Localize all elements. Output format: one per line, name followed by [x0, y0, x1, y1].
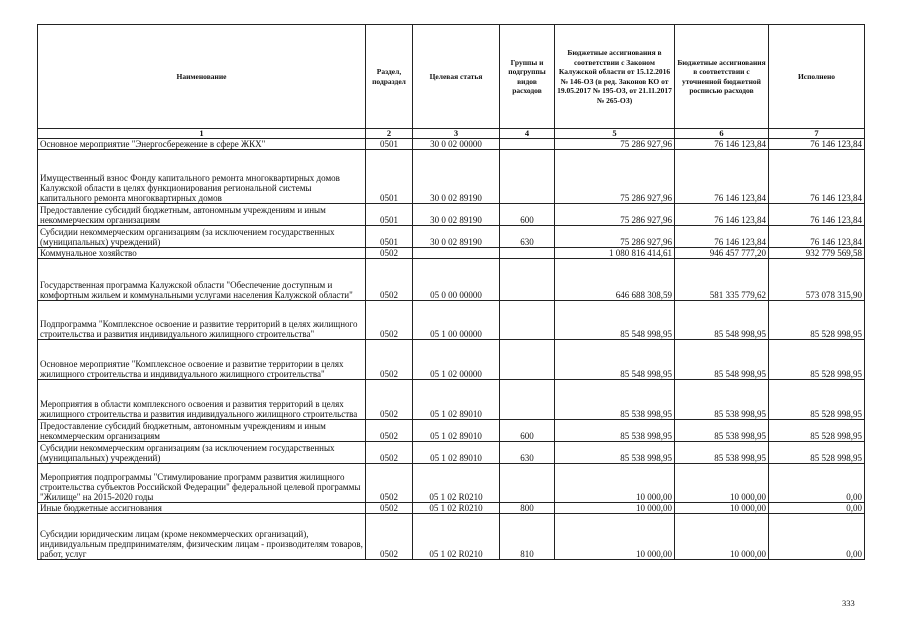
row-executed: 573 078 315,90 — [769, 259, 865, 301]
row-section: 0502 — [366, 301, 413, 340]
row-target: 30 0 02 89190 — [413, 226, 500, 248]
row-target: 30 0 02 89190 — [413, 204, 500, 226]
page-number: 333 — [842, 598, 855, 608]
row-group — [500, 301, 555, 340]
row-name: Коммунальное хозяйство — [38, 248, 366, 259]
header-section: Раздел, подраздел — [366, 25, 413, 129]
row-assign: 75 286 927,96 — [555, 204, 675, 226]
table-row — [38, 259, 865, 301]
row-section: 0502 — [366, 259, 413, 301]
row-refined: 76 146 123,84 — [675, 150, 769, 204]
row-refined: 85 548 998,95 — [675, 340, 769, 380]
row-section: 0501 — [366, 150, 413, 204]
row-group — [500, 259, 555, 301]
table-row — [38, 301, 865, 340]
row-executed: 0,00 — [769, 464, 865, 503]
table-row — [38, 226, 865, 248]
row-executed: 0,00 — [769, 514, 865, 560]
row-section: 0502 — [366, 248, 413, 259]
row-assign: 10 000,00 — [555, 514, 675, 560]
table-row — [38, 380, 865, 420]
row-assign: 646 688 308,59 — [555, 259, 675, 301]
row-refined: 85 548 998,95 — [675, 301, 769, 340]
row-refined: 76 146 123,84 — [675, 139, 769, 150]
colnum: 3 — [413, 129, 500, 139]
row-name: Иные бюджетные ассигнования — [38, 503, 366, 514]
row-refined: 10 000,00 — [675, 464, 769, 503]
row-section: 0502 — [366, 340, 413, 380]
table-row — [38, 248, 865, 259]
row-executed: 85 528 998,95 — [769, 340, 865, 380]
row-name: Предоставление субсидий бюджетным, автономным учреждениям и иным некоммерческим организациям — [38, 204, 366, 226]
row-section: 0501 — [366, 204, 413, 226]
row-section: 0502 — [366, 464, 413, 503]
row-refined: 581 335 779,62 — [675, 259, 769, 301]
row-section: 0501 — [366, 139, 413, 150]
row-assign: 1 080 816 414,61 — [555, 248, 675, 259]
row-assign: 85 548 998,95 — [555, 340, 675, 380]
row-executed: 85 528 998,95 — [769, 442, 865, 464]
table-row — [38, 340, 865, 380]
row-name: Субсидии юридическим лицам (кроме некоммерческих организаций), индивидуальным предпринимателям, физическим лицам - производителям товаров, работ, услуг — [38, 514, 366, 560]
header-assign: Бюджетные ассигнования в соответствии с Законом Калужской области от 15.12.2016 № 146-ОЗ (в ред. Законов КО от 19.05.2017 № 195-ОЗ, от 21.11.2017 № 265-ОЗ) — [555, 25, 675, 129]
row-refined: 10 000,00 — [675, 514, 769, 560]
row-refined: 946 457 777,20 — [675, 248, 769, 259]
row-group: 810 — [500, 514, 555, 560]
row-section: 0501 — [366, 226, 413, 248]
row-group: 630 — [500, 442, 555, 464]
row-target: 05 1 02 R0210 — [413, 514, 500, 560]
colnum: 4 — [500, 129, 555, 139]
row-name: Мероприятия подпрограммы "Стимулирование программ развития жилищного строительства субъектов Российской Федерации" федеральной целевой программы "Жилище" на 2015-2020 годы — [38, 464, 366, 503]
row-name: Государственная программа Калужской области "Обеспечение доступным и комфортным жильем и коммунальными услугами населения Калужской области" — [38, 259, 366, 301]
row-section: 0502 — [366, 420, 413, 442]
row-group: 800 — [500, 503, 555, 514]
row-assign: 85 548 998,95 — [555, 301, 675, 340]
header-refined: Бюджетные ассигнования в соответствии с уточненной бюджетной росписью расходов — [675, 25, 769, 129]
row-target: 30 0 02 89190 — [413, 150, 500, 204]
row-refined: 10 000,00 — [675, 503, 769, 514]
row-refined: 76 146 123,84 — [675, 226, 769, 248]
table-row — [38, 503, 865, 514]
row-executed: 85 528 998,95 — [769, 301, 865, 340]
colnum: 5 — [555, 129, 675, 139]
row-group: 630 — [500, 226, 555, 248]
table-row — [38, 464, 865, 503]
colnum: 7 — [769, 129, 865, 139]
row-section: 0502 — [366, 514, 413, 560]
table-row — [38, 420, 865, 442]
row-executed: 76 146 123,84 — [769, 150, 865, 204]
row-section: 0502 — [366, 442, 413, 464]
row-assign: 10 000,00 — [555, 464, 675, 503]
row-name: Основное мероприятие "Комплексное освоение и развитие территории в целях жилищного строительства и индивидуального жилищного строительства" — [38, 340, 366, 380]
table-row — [38, 514, 865, 560]
row-target: 05 1 00 00000 — [413, 301, 500, 340]
row-name: Мероприятия в области комплексного освоения и развития территорий в целях жилищного строительства и развития индивидуального жилищного строительства — [38, 380, 366, 420]
colnum: 2 — [366, 129, 413, 139]
row-target: 05 1 02 89010 — [413, 442, 500, 464]
row-group — [500, 248, 555, 259]
row-refined: 85 538 998,95 — [675, 442, 769, 464]
table-row — [38, 150, 865, 204]
row-refined: 85 538 998,95 — [675, 420, 769, 442]
row-name: Предоставление субсидий бюджетным, автономным учреждениям и иным некоммерческим организациям — [38, 420, 366, 442]
row-assign: 10 000,00 — [555, 503, 675, 514]
row-section: 0502 — [366, 503, 413, 514]
row-target: 05 1 02 R0210 — [413, 503, 500, 514]
row-target: 05 0 00 00000 — [413, 259, 500, 301]
row-target: 05 1 02 00000 — [413, 340, 500, 380]
row-executed: 76 146 123,84 — [769, 204, 865, 226]
row-name: Основное мероприятие "Энергосбережение в сфере ЖКХ" — [38, 139, 366, 150]
column-numbers-row — [38, 129, 865, 139]
row-group — [500, 139, 555, 150]
row-group — [500, 340, 555, 380]
row-executed: 76 146 123,84 — [769, 139, 865, 150]
row-assign: 75 286 927,96 — [555, 150, 675, 204]
row-assign: 85 538 998,95 — [555, 380, 675, 420]
row-group — [500, 380, 555, 420]
row-target: 05 1 02 89010 — [413, 420, 500, 442]
row-executed: 932 779 569,58 — [769, 248, 865, 259]
table-row — [38, 442, 865, 464]
row-assign: 85 538 998,95 — [555, 420, 675, 442]
row-target: 05 1 02 R0210 — [413, 464, 500, 503]
row-assign: 85 538 998,95 — [555, 442, 675, 464]
row-name: Субсидии некоммерческим организациям (за исключением государственных (муниципальных) учреждений) — [38, 442, 366, 464]
header-target: Целевая статья — [413, 25, 500, 129]
header-name: Наименование — [38, 25, 366, 129]
budget-table — [37, 24, 865, 560]
row-refined: 85 538 998,95 — [675, 380, 769, 420]
row-target: 05 1 02 89010 — [413, 380, 500, 420]
row-group: 600 — [500, 420, 555, 442]
table-row — [38, 204, 865, 226]
row-assign: 75 286 927,96 — [555, 139, 675, 150]
row-target: 30 0 02 00000 — [413, 139, 500, 150]
header-executed: Исполнено — [769, 25, 865, 129]
row-section: 0502 — [366, 380, 413, 420]
header-group: Группы и подгруппы видов расходов — [500, 25, 555, 129]
table-row — [38, 139, 865, 150]
row-refined: 76 146 123,84 — [675, 204, 769, 226]
row-name: Имущественный взнос Фонду капитального ремонта многоквартирных домов Калужской области в целях функционирования региональной системы капитального ремонта многоквартирных домов — [38, 150, 366, 204]
row-group: 600 — [500, 204, 555, 226]
row-target — [413, 248, 500, 259]
colnum: 1 — [38, 129, 366, 139]
row-executed: 85 528 998,95 — [769, 420, 865, 442]
row-group — [500, 150, 555, 204]
row-name: Субсидии некоммерческим организациям (за исключением государственных (муниципальных) учреждений) — [38, 226, 366, 248]
row-executed: 0,00 — [769, 503, 865, 514]
colnum: 6 — [675, 129, 769, 139]
row-name: Подпрограмма "Комплексное освоение и развитие территорий в целях жилищного строительства и развития индивидуального жилищного строительства" — [38, 301, 366, 340]
row-group — [500, 464, 555, 503]
row-executed: 76 146 123,84 — [769, 226, 865, 248]
row-assign: 75 286 927,96 — [555, 226, 675, 248]
row-executed: 85 528 998,95 — [769, 380, 865, 420]
